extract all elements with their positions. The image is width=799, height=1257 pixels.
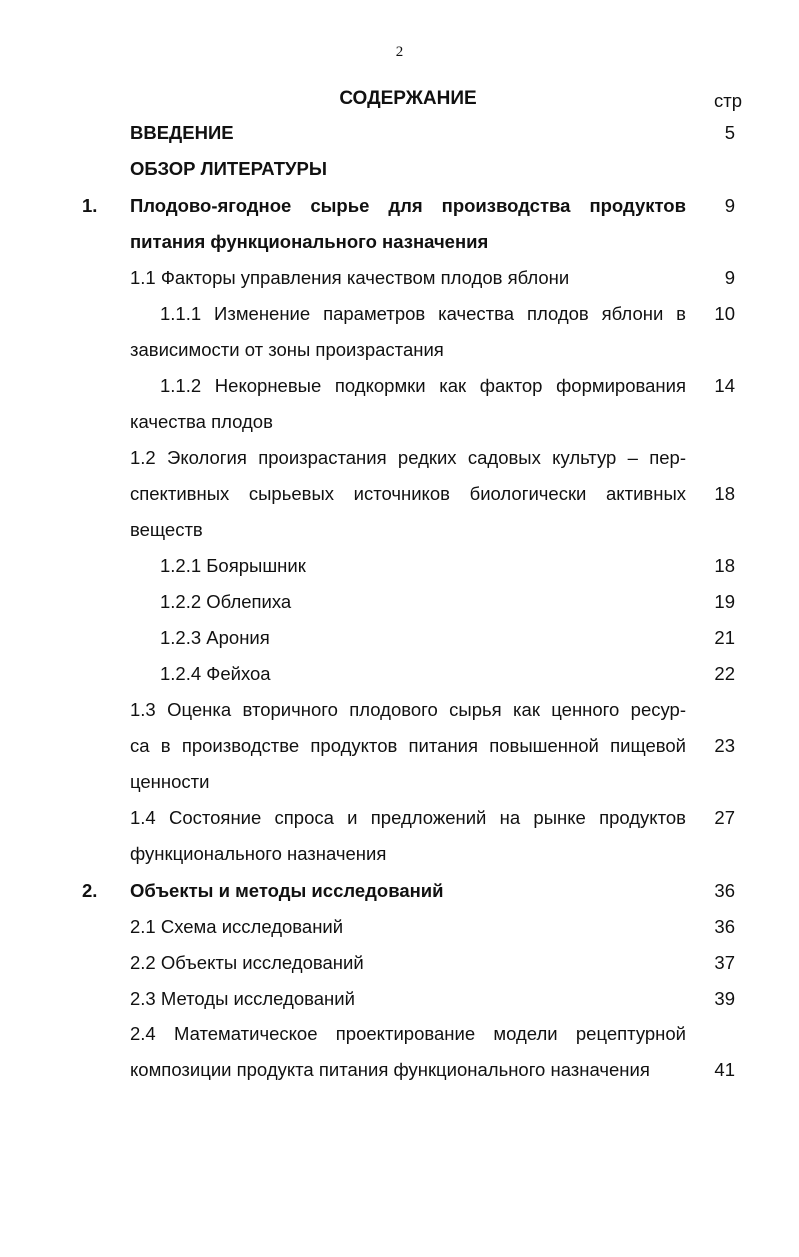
toc-entry-review	[0, 151, 799, 187]
toc-entry-page: 10	[714, 303, 735, 324]
toc-entry-page: 19	[714, 591, 735, 612]
toc-line: 2.4 Математическое проектирование модели рецептурной	[130, 1023, 686, 1044]
toc-line: 1.4 Состояние спроса и предложений на рынке продуктов	[130, 807, 686, 828]
toc-entry-1-2-4	[0, 656, 799, 692]
toc-entry-text	[130, 296, 686, 368]
toc-entry-page: 5	[724, 122, 735, 143]
toc-chapter-2	[0, 873, 799, 909]
toc-entry-text	[130, 692, 686, 800]
toc-line: композиции продукта питания функционального назначения	[130, 1059, 650, 1080]
toc-line: 1.1.2 Некорневые подкормки как фактор формирования	[160, 375, 686, 396]
toc-entry-page: 37	[714, 952, 735, 973]
toc-line: качества плодов	[130, 411, 273, 432]
toc-entry-2-2	[0, 945, 799, 981]
toc-entry-text: 2.2 Объекты исследований	[130, 952, 364, 973]
toc-entry-text: ОБЗОР ЛИТЕРАТУРЫ	[130, 158, 327, 179]
toc-entry-1-1-2	[0, 368, 799, 432]
page-title: СОДЕРЖАНИЕ	[339, 88, 477, 109]
toc-entry-1-2-3	[0, 620, 799, 656]
toc-entry-2-4	[0, 1016, 799, 1080]
toc-entry-2-1	[0, 909, 799, 945]
toc-entry-text: 1.2.3 Арония	[160, 627, 270, 648]
toc-entry-text	[130, 440, 686, 548]
toc-entry-page: 23	[714, 735, 735, 756]
page-number: 2	[395, 44, 404, 60]
toc-entry-page: 36	[714, 916, 735, 937]
toc-entry-text: 2.3 Методы исследований	[130, 988, 355, 1009]
toc-entry-text: 1.2.4 Фейхоа	[160, 663, 271, 684]
toc-line: питания функционального назначения	[130, 231, 489, 252]
chapter-number: 1.	[82, 195, 98, 216]
toc-entry-page: 41	[714, 1059, 735, 1080]
toc-line: функционального назначения	[130, 843, 387, 864]
toc-entry-page: 36	[714, 880, 735, 901]
toc-entry-1-2-1	[0, 548, 799, 584]
toc-entry-page: 21	[714, 627, 735, 648]
toc-entry-1-1-1	[0, 296, 799, 360]
toc-entry-page: 27	[714, 807, 735, 828]
chapter-number: 2.	[82, 880, 98, 901]
toc-line: зависимости от зоны произрастания	[130, 339, 444, 360]
toc-line: 1.2 Экология произрастания редких садовых культур – пер-	[130, 447, 686, 468]
toc-entry-text	[130, 800, 686, 872]
toc-entry-page: 14	[714, 375, 735, 396]
toc-entry-page: 9	[724, 195, 735, 216]
toc-entry-2-3	[0, 981, 799, 1017]
toc-line: 1.3 Оценка вторичного плодового сырья как ценного ресур-	[130, 699, 686, 720]
toc-entry-text: ВВЕДЕНИЕ	[130, 122, 234, 143]
toc-entry-1-4	[0, 800, 799, 864]
toc-entry-intro	[0, 115, 799, 151]
toc-entry-1-1	[0, 260, 799, 296]
toc-entry-page: 18	[714, 555, 735, 576]
toc-entry-text: 1.2.1 Боярышник	[160, 555, 306, 576]
toc-entry-text: 2.1 Схема исследований	[130, 916, 344, 937]
toc-entry-text: Объекты и методы исследований	[130, 880, 444, 901]
toc-entry-text	[130, 368, 686, 440]
toc-entry-1-3	[0, 692, 799, 792]
toc-entry-page: 9	[724, 267, 735, 288]
toc-entry-page: 22	[714, 663, 735, 684]
toc-entry-text	[130, 188, 686, 260]
toc-line: ценности	[130, 771, 210, 792]
toc-entry-1-2-2	[0, 584, 799, 620]
toc-line: 1.1.1 Изменение параметров качества плодов яблони в	[160, 303, 686, 324]
toc-line: веществ	[130, 519, 203, 540]
toc-entry-page: 39	[714, 988, 735, 1009]
toc-entry-page: 18	[714, 483, 735, 504]
toc-line: са в производстве продуктов питания повышенной пищевой	[130, 735, 686, 756]
toc-entry-text: 1.1 Факторы управления качеством плодов яблони	[130, 267, 570, 288]
toc-entry-text	[130, 1016, 686, 1088]
page-column-label: стр	[713, 90, 742, 111]
toc-line: Плодово-ягодное сырье для производства продуктов	[130, 195, 686, 216]
toc-entry-text: 1.2.2 Облепиха	[160, 591, 292, 612]
toc-chapter-1	[0, 188, 799, 252]
toc-entry-1-2	[0, 440, 799, 540]
toc-line: спективных сырьевых источников биологически активных	[130, 483, 686, 504]
